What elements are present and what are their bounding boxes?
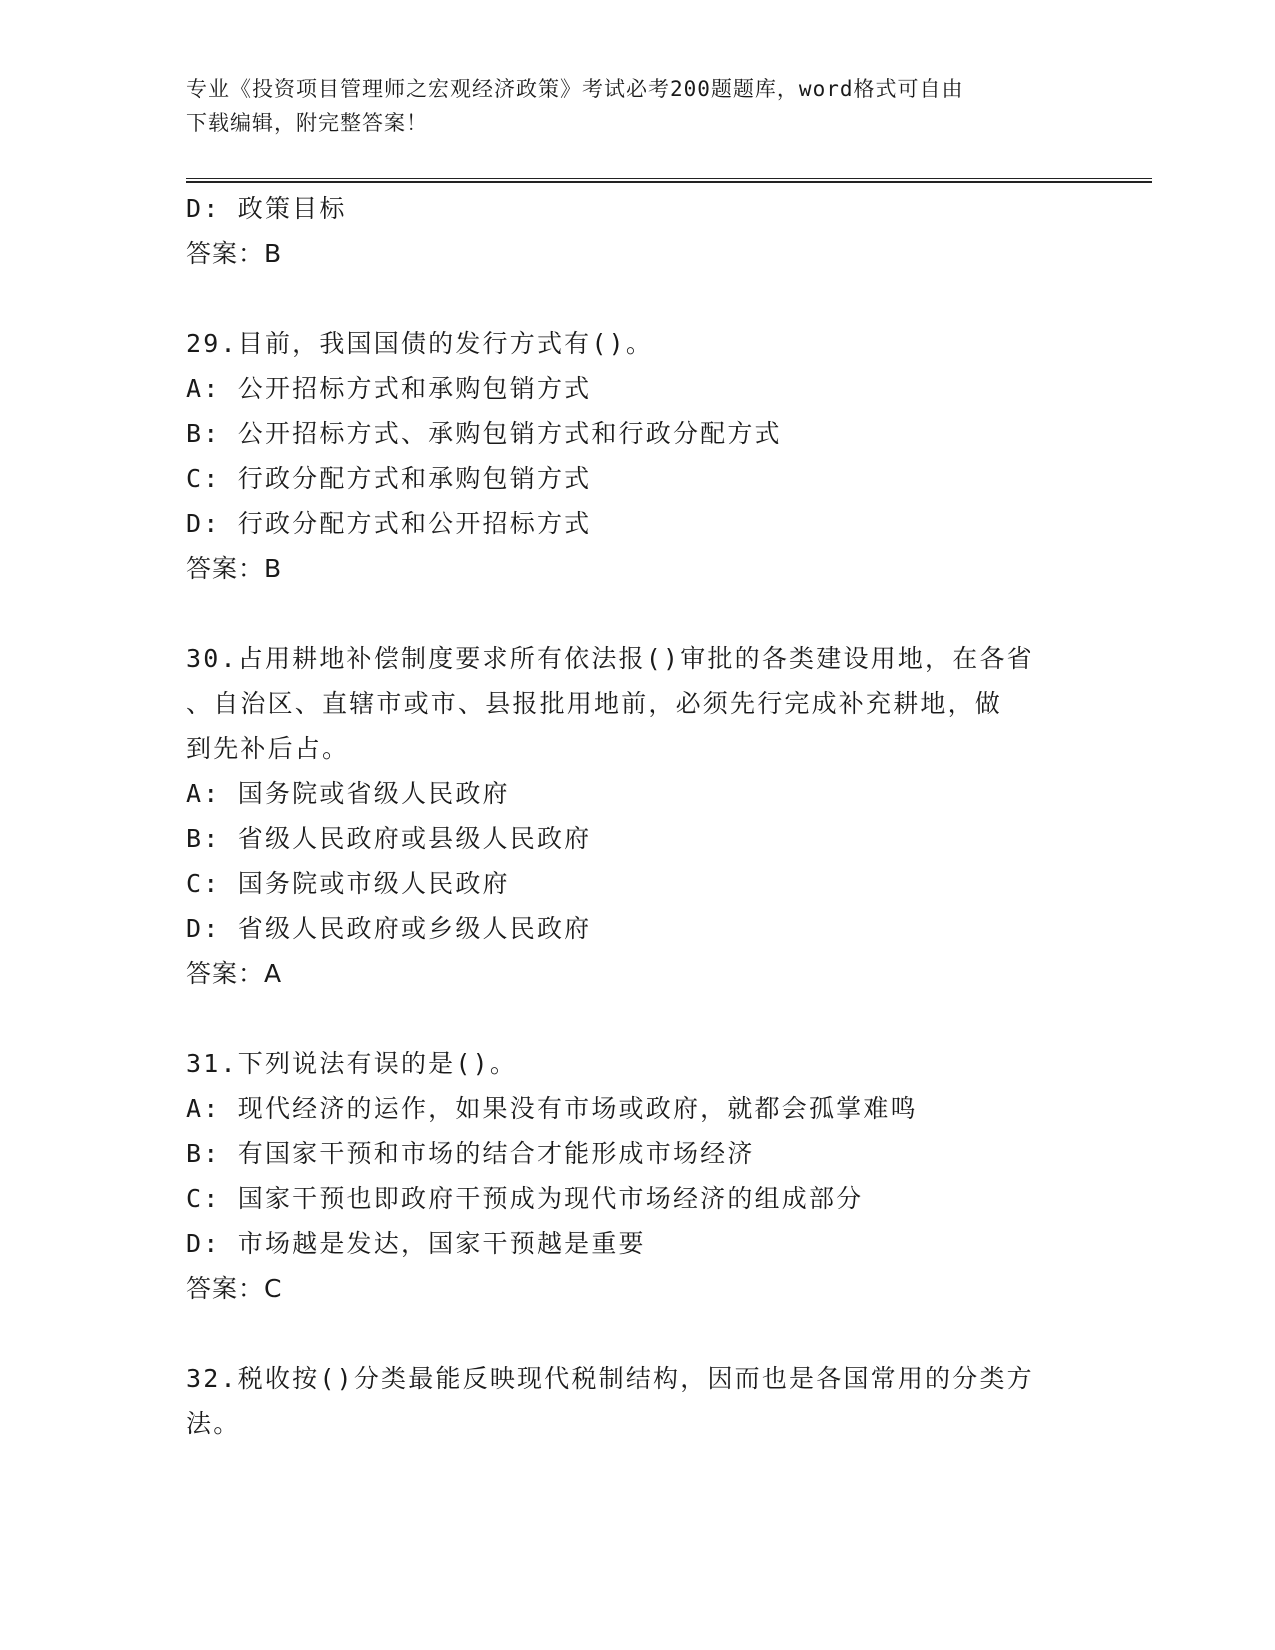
header-line-1: 专业《投资项目管理师之宏观经济政策》考试必考200题题库，word格式可自由 (186, 77, 964, 101)
option-d: D: 行政分配方式和公开招标方式 (186, 509, 592, 538)
option-c: C: 行政分配方式和承购包销方式 (186, 464, 592, 493)
option-d: D: 省级人民政府或乡级人民政府 (186, 914, 592, 943)
option-c: C: 国务院或市级人民政府 (186, 869, 510, 898)
option-a: A: 现代经济的运作，如果没有市场或政府，就都会孤掌难鸣 (186, 1094, 918, 1123)
header-divider (186, 178, 1152, 183)
question-29 (186, 321, 1086, 591)
option-b: B: 省级人民政府或县级人民政府 (186, 824, 592, 853)
previous-question-tail (186, 186, 1086, 276)
stem-line: 29.目前，我国国债的发行方式有()。 (186, 329, 654, 358)
document-body (186, 186, 1086, 1446)
question-30 (186, 636, 1086, 996)
stem-line: 法。 (186, 1409, 241, 1438)
header-line-2: 下载编辑，附完整答案！ (186, 111, 428, 135)
question-stem (186, 1041, 1066, 1086)
option-d: D: 市场越是发达，国家干预越是重要 (186, 1229, 646, 1258)
answer-line: 答案：C (186, 1274, 283, 1303)
option-b: B: 公开招标方式、承购包销方式和行政分配方式 (186, 419, 782, 448)
stem-line: 32.税收按()分类最能反映现代税制结构，因而也是各国常用的分类方 (186, 1364, 1034, 1393)
answer-line: 答案：B (186, 239, 283, 268)
answer-line: 答案：B (186, 554, 283, 583)
question-31 (186, 1041, 1086, 1311)
stem-line: 、自治区、直辖市或市、县报批用地前，必须先行完成补充耕地，做 (186, 689, 1003, 718)
question-stem (186, 1356, 1066, 1446)
option-a: A: 国务院或省级人民政府 (186, 779, 510, 808)
question-32 (186, 1356, 1086, 1446)
option-d: D: 政策目标 (186, 194, 347, 223)
stem-line: 到先补后占。 (186, 734, 350, 763)
question-stem (186, 321, 1066, 366)
answer-line: 答案：A (186, 959, 283, 988)
option-b: B: 有国家干预和市场的结合才能形成市场经济 (186, 1139, 755, 1168)
stem-line: 30.占用耕地补偿制度要求所有依法报()审批的各类建设用地，在各省 (186, 644, 1034, 673)
question-stem (186, 636, 1066, 771)
document-header (186, 72, 1066, 140)
option-a: A: 公开招标方式和承购包销方式 (186, 374, 592, 403)
option-c: C: 国家干预也即政府干预成为现代市场经济的组成部分 (186, 1184, 864, 1213)
stem-line: 31.下列说法有误的是()。 (186, 1049, 518, 1078)
